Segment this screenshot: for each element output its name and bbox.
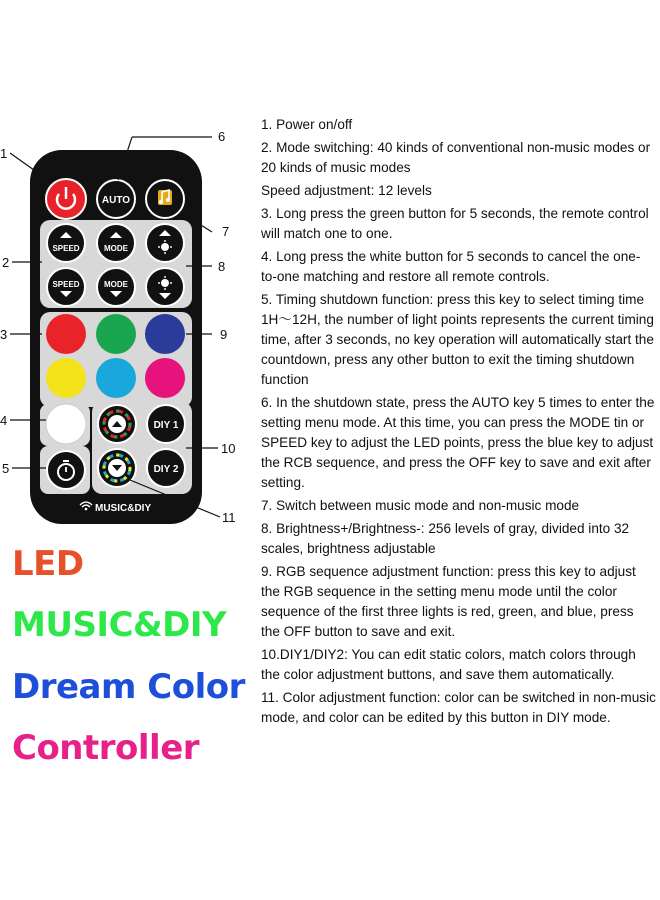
diy1-button[interactable] [147,405,185,443]
description-10: 10.DIY1/DIY2: You can edit static colors, match colors through the color adjustment buttons, and save them automatically. [261,647,636,682]
brand-line-led: LED [12,544,84,584]
callout-9: 9 [220,327,228,342]
description-5: 5. Timing shutdown function: press this key to select timing time 1H～12H, the number of light points represents the current timing time, after 3 seconds, no key operation will automatically start the countdown, press any other button to exit the timing shutdown function [261,292,654,387]
callout-6: 6 [218,129,226,144]
mode-down-button[interactable] [97,268,135,306]
speed-down-label: SPEED [52,280,80,289]
color-adjust-down-button[interactable] [98,449,136,487]
brand-line-music-diy: MUSIC&DIY [12,605,227,645]
mode-up-label: MODE [104,244,128,253]
callout-8: 8 [218,259,226,274]
callout-5: 5 [2,461,10,476]
color-button-yellow[interactable] [46,358,86,398]
power-button[interactable] [46,179,86,219]
color-button-magenta[interactable] [145,358,185,398]
footer-label: MUSIC&DIY [95,503,152,514]
description-4: 4. Long press the white button for 5 seconds to cancel the one-to-one matching and restore all remote controls. [261,249,641,284]
description-2-speed: Speed adjustment: 12 levels [261,183,432,198]
diy2-label: DIY 2 [153,464,179,475]
speed-up-label: SPEED [52,244,80,253]
description-2: 2. Mode switching: 40 kinds of conventional non-music modes or 20 kinds of music modes [261,140,651,175]
brand-line-controller: Controller [12,728,200,768]
description-11: 11. Color adjustment function: color can be switched in non-music mode, and color can be edited by this button in DIY mode. [261,690,656,725]
diy2-button[interactable] [147,449,185,487]
speed-down-button[interactable] [47,268,85,306]
mode-up-button[interactable] [97,224,135,262]
speed-up-button[interactable] [47,224,85,262]
callout-4: 4 [0,413,8,428]
mode-down-label: MODE [104,280,128,289]
color-button-red[interactable] [46,314,86,354]
color-button-white[interactable] [46,404,86,444]
callout-7: 7 [222,224,230,239]
description-9: 9. RGB sequence adjustment function: press this key to adjust the RGB sequence in the setting menu mode until the color sequence of the first three lights is red, green, and blue, press the OFF button to save and exit. [261,564,636,639]
auto-button[interactable] [97,180,135,218]
brightness-up-button[interactable] [146,224,184,262]
description-6: 6. In the shutdown state, press the AUTO key 5 times to enter the setting menu mode. At this time, you can press the MODE tin or SPEED key to adjust the LED points, press the blue key to adjust the RCB sequence, and press the OFF key to save and exit after setting. [261,395,655,490]
brand-line-dream-color: Dream Color [12,667,245,707]
music-note-icon [158,190,172,205]
color-button-green[interactable] [96,314,136,354]
callout-3: 3 [0,327,8,342]
color-button-blue[interactable] [145,314,185,354]
color-button-cyan[interactable] [96,358,136,398]
callout-11: 11 [222,510,236,525]
feature-descriptions [261,115,656,731]
description-1: 1. Power on/off [261,117,353,132]
brightness-down-button[interactable] [146,268,184,306]
description-8: 8. Brightness+/Brightness-: 256 levels of gray, divided into 32 scales, brightness adjustable [261,521,630,556]
color-adjust-up-button[interactable] [98,405,136,443]
callout-2: 2 [2,255,10,270]
music-mode-button[interactable] [146,180,184,218]
auto-label: AUTO [101,195,131,206]
description-7: 7. Switch between music mode and non-music mode [261,498,580,513]
callout-10: 10 [221,441,236,456]
description-3: 3. Long press the green button for 5 seconds, the remote control will match one to one. [261,206,649,241]
callout-1: 1 [0,146,8,161]
diy1-label: DIY 1 [153,420,179,431]
timer-button[interactable] [47,451,85,489]
